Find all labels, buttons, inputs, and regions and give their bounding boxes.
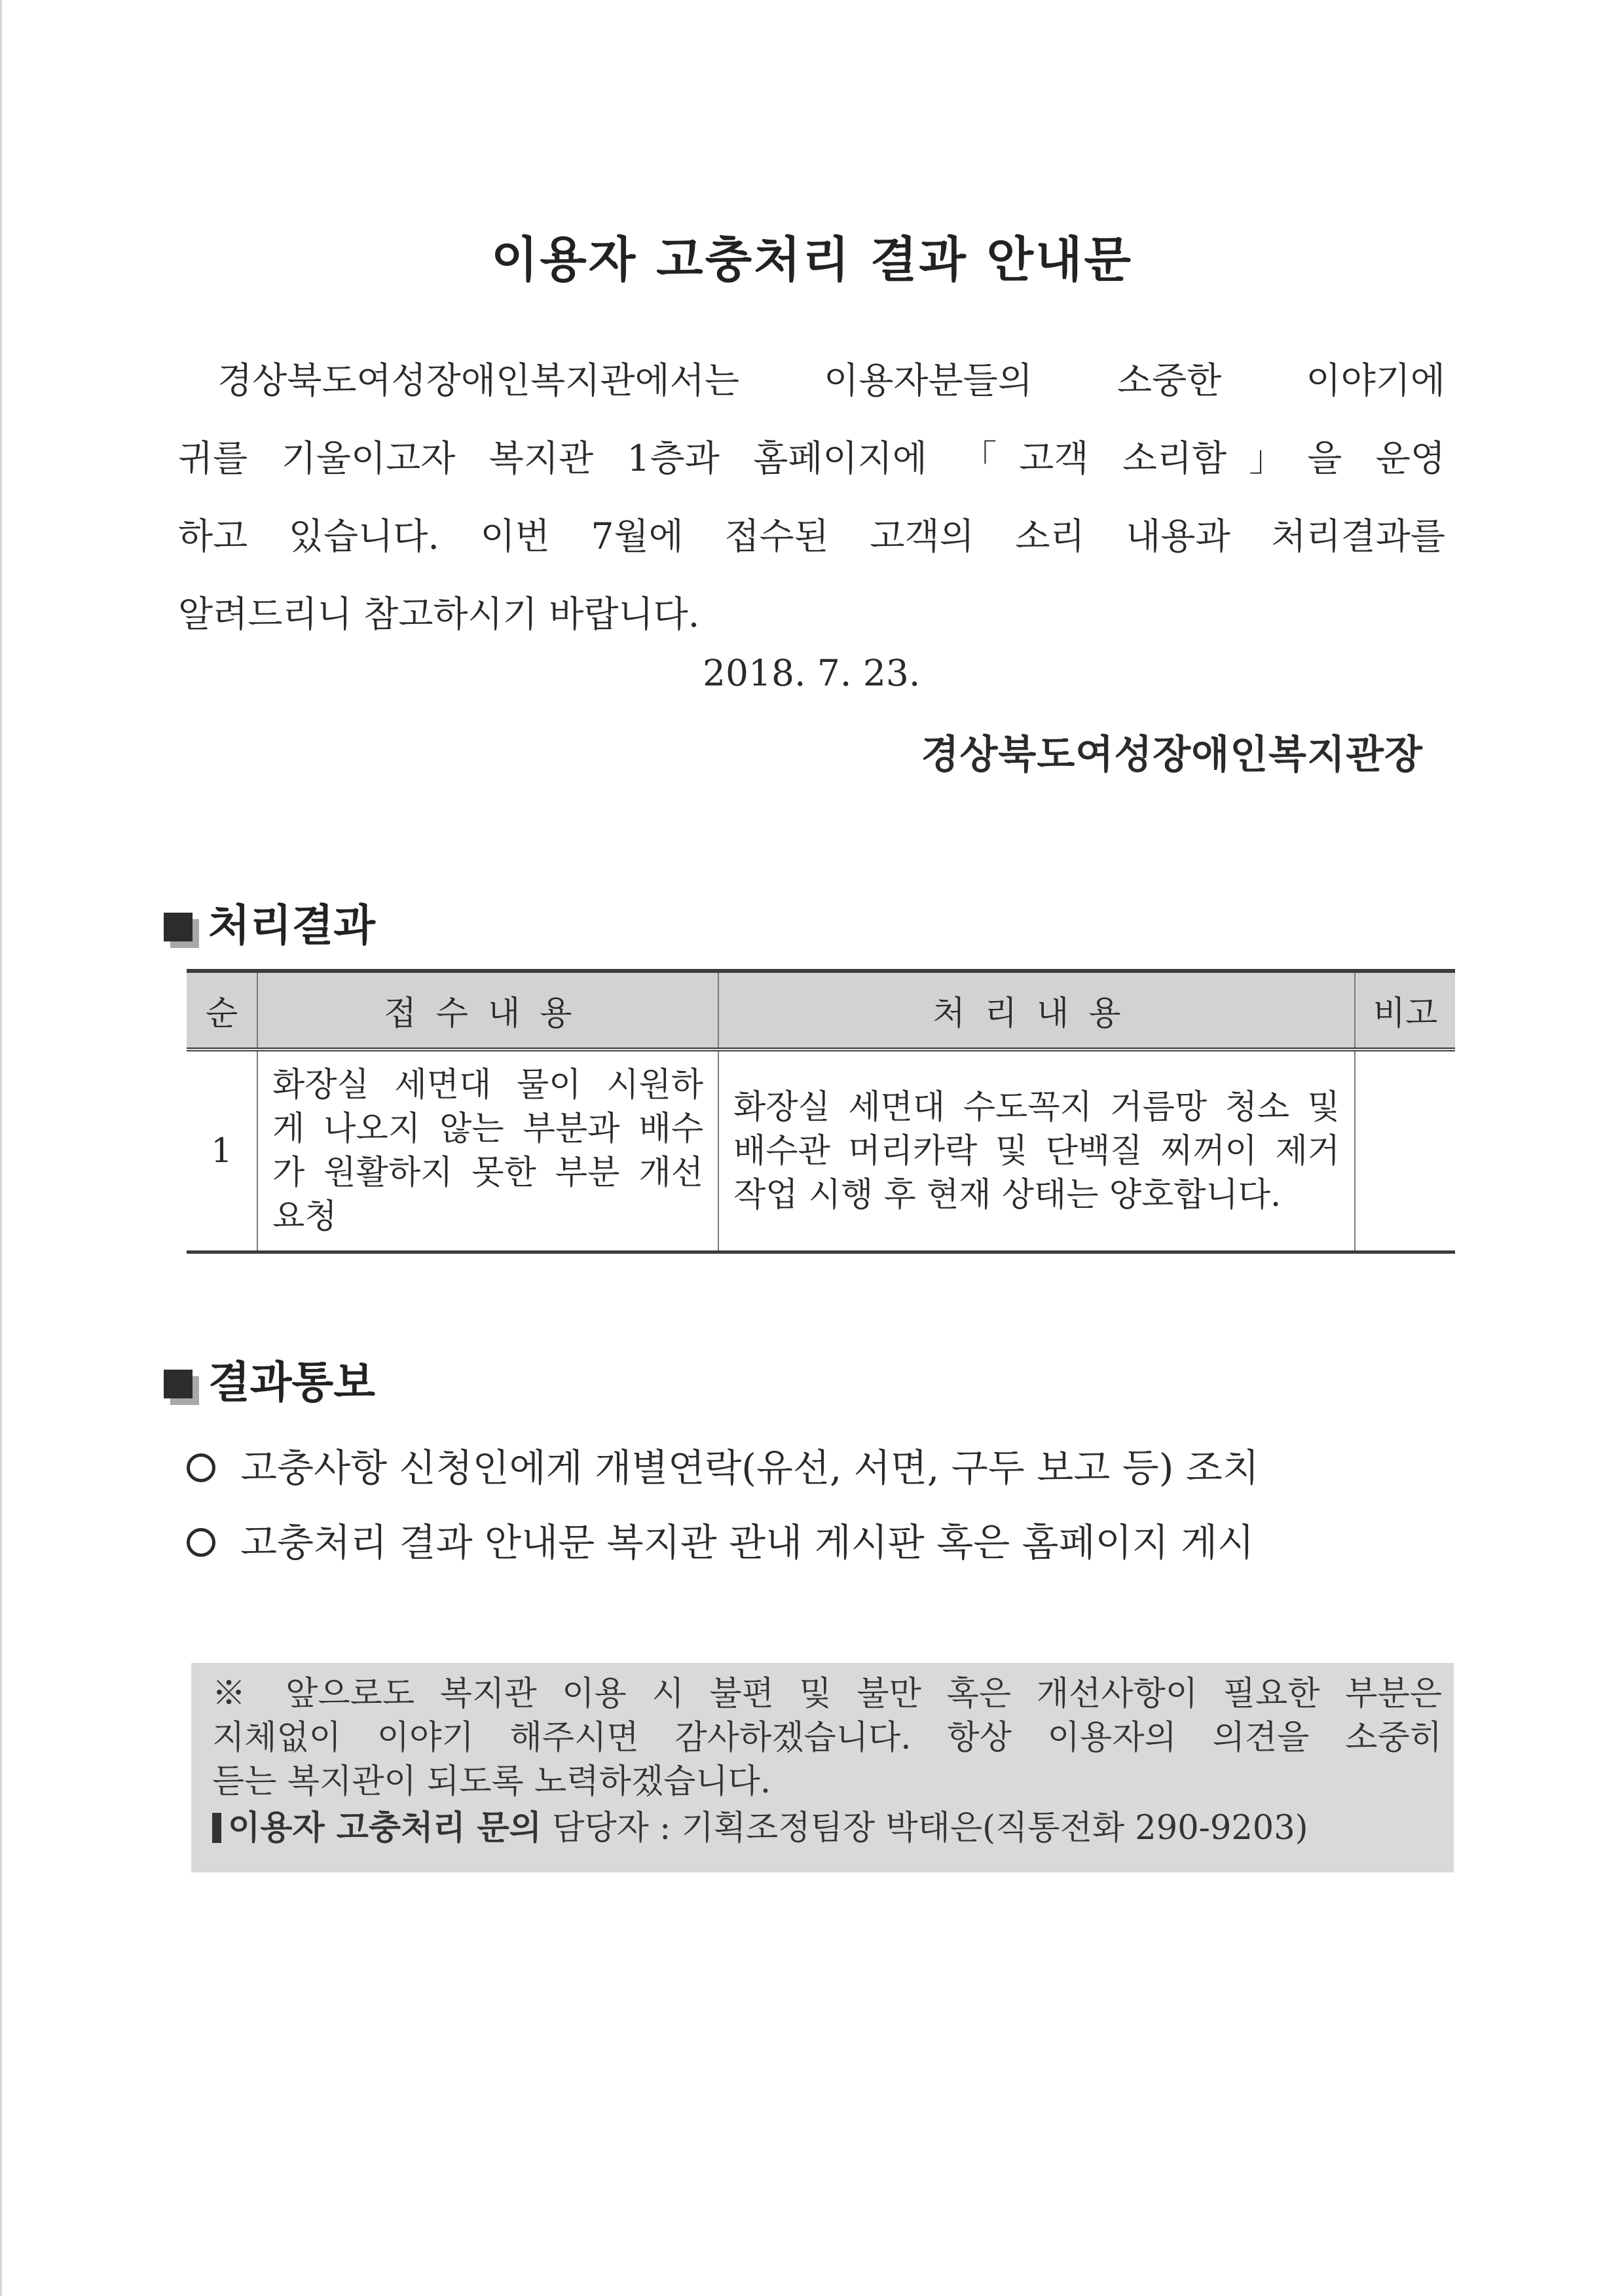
notice-line: 지체없이 이야기 해주시면 감사하겠습니다. 항상 이용자의 의견을 소중히 xyxy=(212,1719,1442,1757)
list-item-text: 고충처리 결과 안내문 복지관 관내 게시판 혹은 홈페이지 게시 xyxy=(240,1520,1255,1565)
action-line: 작업 시행 후 현재 상태는 양호합니다. xyxy=(733,1175,1282,1214)
square-bullet-icon xyxy=(164,913,193,941)
document-title: 이용자 고충처리 결과 안내문 xyxy=(490,232,1134,288)
column-header-no: 순 xyxy=(187,971,257,1049)
table-row xyxy=(187,1049,1455,1252)
notice-box xyxy=(191,1663,1454,1872)
column-header-action: 처리내용 xyxy=(718,971,1355,1049)
list-item-text: 고충사항 신청인에게 개별연락(유선, 서면, 구두 보고 등) 조치 xyxy=(240,1446,1259,1490)
circle-bullet-icon xyxy=(187,1453,215,1482)
column-header-receipt: 접수내용 xyxy=(257,971,718,1049)
notify-section-heading xyxy=(164,1347,375,1410)
contact-detail: 담당자 : 기획조정팀장 박태은(직통전화 290-9203) xyxy=(552,1809,1308,1848)
cell-remark xyxy=(1355,1049,1455,1252)
intro-line: 하고 있습니다. 이번 7월에 접수된 고객의 소리 내용과 처리결과를 xyxy=(178,515,1445,557)
receipt-line: 화장실 세면대 물이 시원하 xyxy=(272,1066,703,1104)
contact-label: 이용자 고충처리 문의 xyxy=(228,1809,542,1848)
document-date: 2018. 7. 23. xyxy=(703,652,921,694)
list-item xyxy=(187,1505,1431,1580)
column-header-remark: 비고 xyxy=(1355,971,1455,1049)
contact-line xyxy=(212,1806,1442,1850)
results-section-heading xyxy=(164,890,375,953)
cell-no: 1 xyxy=(187,1049,257,1252)
intro-paragraph xyxy=(178,342,1445,653)
receipt-line: 게 나오지 않는 부분과 배수 xyxy=(272,1110,703,1148)
signature: 경상북도여성장애인복지관장 xyxy=(921,732,1423,778)
cell-receipt xyxy=(257,1049,718,1252)
bar-bullet-icon xyxy=(212,1813,221,1843)
action-line: 화장실 세면대 수도꼭지 거름망 청소 및 xyxy=(733,1087,1340,1127)
action-line: 배수관 머리카락 및 단백질 찌꺼이 제거 xyxy=(733,1131,1340,1171)
results-heading-text: 처리결과 xyxy=(208,900,376,951)
square-bullet-icon xyxy=(164,1370,193,1398)
intro-line: 귀를 기울이고자 복지관 1층과 홈페이지에 「고객 소리함」을 운영 xyxy=(178,437,1445,479)
table-header-row xyxy=(187,971,1455,1049)
results-table xyxy=(187,969,1455,1254)
cell-action xyxy=(718,1049,1355,1252)
notice-line: ※ 앞으로도 복지관 이용 시 불편 및 불만 혹은 개선사항이 필요한 부분은 xyxy=(212,1675,1442,1713)
receipt-line: 요청 xyxy=(272,1197,337,1236)
intro-line: 알려드리니 참고하시기 바랍니다. xyxy=(178,593,700,635)
receipt-line: 가 원활하지 못한 부분 개선 xyxy=(272,1154,703,1192)
circle-bullet-icon xyxy=(187,1528,215,1557)
notice-line: 듣는 복지관이 되도록 노력하겠습니다. xyxy=(212,1762,771,1801)
intro-line: 경상북도여성장애인복지관에서는 이용자분들의 소중한 이야기에 xyxy=(217,359,1445,401)
notify-list xyxy=(187,1430,1431,1580)
notify-heading-text: 결과통보 xyxy=(208,1357,376,1408)
list-item xyxy=(187,1430,1431,1505)
